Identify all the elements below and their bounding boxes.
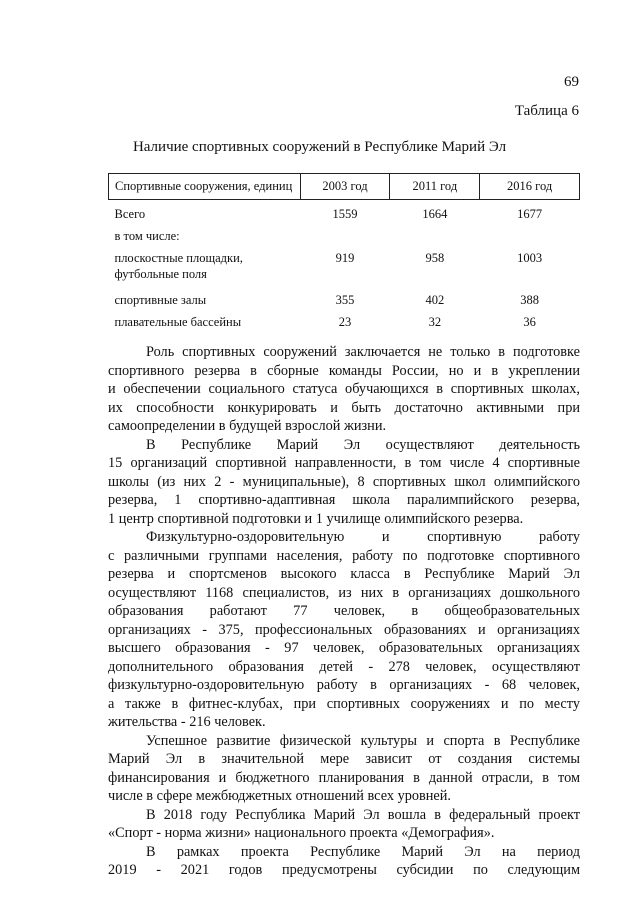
text-line: образования работают 77 человек, в общеобразовательных xyxy=(108,603,580,619)
table-cell: 1677 xyxy=(517,207,543,221)
text-line: В Республике Марий Эл осуществляют деятельность xyxy=(146,436,580,453)
table-cell: 32 xyxy=(428,314,442,329)
paragraph-organizations xyxy=(108,436,580,529)
text-line: резерва и спортсменов высокого класса в Республике Марий Эл xyxy=(108,566,580,582)
text-line: Марий Эл в значительной мере зависит от создания системы xyxy=(108,751,580,767)
table-cell xyxy=(390,226,480,248)
table-cell: 919 xyxy=(335,250,355,265)
table-header-cell: 2003 год xyxy=(300,174,390,200)
table-cell: 388 xyxy=(520,292,539,307)
row-label: Всего xyxy=(114,207,146,221)
table-row xyxy=(109,312,580,334)
paragraph-subsidies xyxy=(108,843,580,880)
text-line: «Спорт - норма жизни» национального проекта «Демография». xyxy=(108,825,495,841)
text-line: Успешное развитие физической культуры и спорта в Республике xyxy=(146,732,580,749)
text-line: 1 центр спортивной подготовки и 1 училище олимпийского резерва. xyxy=(108,510,524,527)
text-line: В 2018 году Республика Марий Эл вошла в федеральный проект xyxy=(146,806,580,823)
table-label: Таблица 6 xyxy=(514,103,579,119)
table-row xyxy=(109,200,580,226)
row-label: спортивные залы xyxy=(114,292,207,307)
paragraph-financing xyxy=(108,732,580,806)
row-label: плоскостные площадки, футбольные поля xyxy=(114,250,243,281)
table-cell: 36 xyxy=(523,314,536,329)
text-line: высшего образования - 97 человек, образовательных организациях xyxy=(108,640,580,656)
text-line: Физкультурно-оздоровительную и спортивную работу xyxy=(146,529,580,545)
text-line: самоопределении в будущей взрослой жизни. xyxy=(108,418,387,434)
table-header-cell: 2016 год xyxy=(480,174,580,200)
text-line: осуществляют 1168 специалистов, из них в организациях дошкольного xyxy=(108,584,580,601)
paragraph-role-of-facilities xyxy=(108,343,580,436)
table-header-cell: Спортивные сооружения, единиц xyxy=(109,174,301,200)
table-cell: 23 xyxy=(338,314,352,329)
text-line: 15 организаций спортивной направленности, в том числе 4 спортивные xyxy=(108,455,580,471)
text-line: В рамках проекта Республике Марий Эл на период xyxy=(146,843,580,860)
table-cell: 355 xyxy=(335,292,355,307)
text-line: Роль спортивных сооружений заключается не только в подготовке xyxy=(146,344,580,360)
row-label: в том числе: xyxy=(114,228,180,243)
paragraph-specialists xyxy=(108,528,580,732)
table-cell: 958 xyxy=(425,250,445,265)
table-header-row xyxy=(109,174,580,200)
text-line: 2019 - 2021 годов предусмотрены субсидии по следующим xyxy=(108,862,580,878)
text-line: физкультурно-оздоровительную работу в организациях - 68 человек, xyxy=(108,677,580,693)
table-cell: 1003 xyxy=(517,250,543,265)
text-line: школы (из них 2 - муниципальные), 8 спортивных школ олимпийского xyxy=(108,473,580,490)
table-header-cell: 2011 год xyxy=(390,174,480,200)
table-row xyxy=(109,226,580,248)
table-cell: 1559 xyxy=(332,207,358,221)
page-number: 69 xyxy=(564,74,579,90)
text-line: а также в фитнес-клубах, при спортивных сооружениях и по месту xyxy=(108,695,580,712)
body-text xyxy=(108,343,580,880)
paragraph-federal-project xyxy=(108,806,580,843)
text-line: резерва, 1 спортивно-адаптивная школа паралимпийского резерва, xyxy=(108,492,580,508)
text-line: финансирования и бюджетного планирования в данной отрасли, в том xyxy=(108,769,580,786)
text-line: и обеспечении социального статуса обучающихся в спортивных школах, xyxy=(108,381,580,397)
text-line: дополнительного образования детей - 278 человек, осуществляют xyxy=(108,658,580,675)
sports-facilities-table xyxy=(108,173,580,334)
table-title: Наличие спортивных сооружений в Республике Марий Эл xyxy=(132,139,507,155)
text-line: спортивного резерва в сборные команды России, но и в укреплении xyxy=(108,362,580,379)
table-cell xyxy=(300,226,390,248)
table-row xyxy=(109,290,580,312)
text-line: с различными группами населения, работу по подготовке спортивного xyxy=(108,547,580,564)
table-cell: 1664 xyxy=(422,207,448,221)
table-cell xyxy=(480,226,580,248)
table-row xyxy=(109,248,580,290)
text-line: жительства - 216 человек. xyxy=(108,714,266,730)
text-line: организациях - 375, профессиональных образованиях и организациях xyxy=(108,621,580,638)
text-line: числе в сфере межбюджетных отношений всех уровней. xyxy=(108,788,451,804)
row-label: плавательные бассейны xyxy=(114,314,242,329)
text-line: их способности конкурировать и быть достаточно активными при xyxy=(108,399,580,416)
table-cell: 402 xyxy=(425,292,445,307)
